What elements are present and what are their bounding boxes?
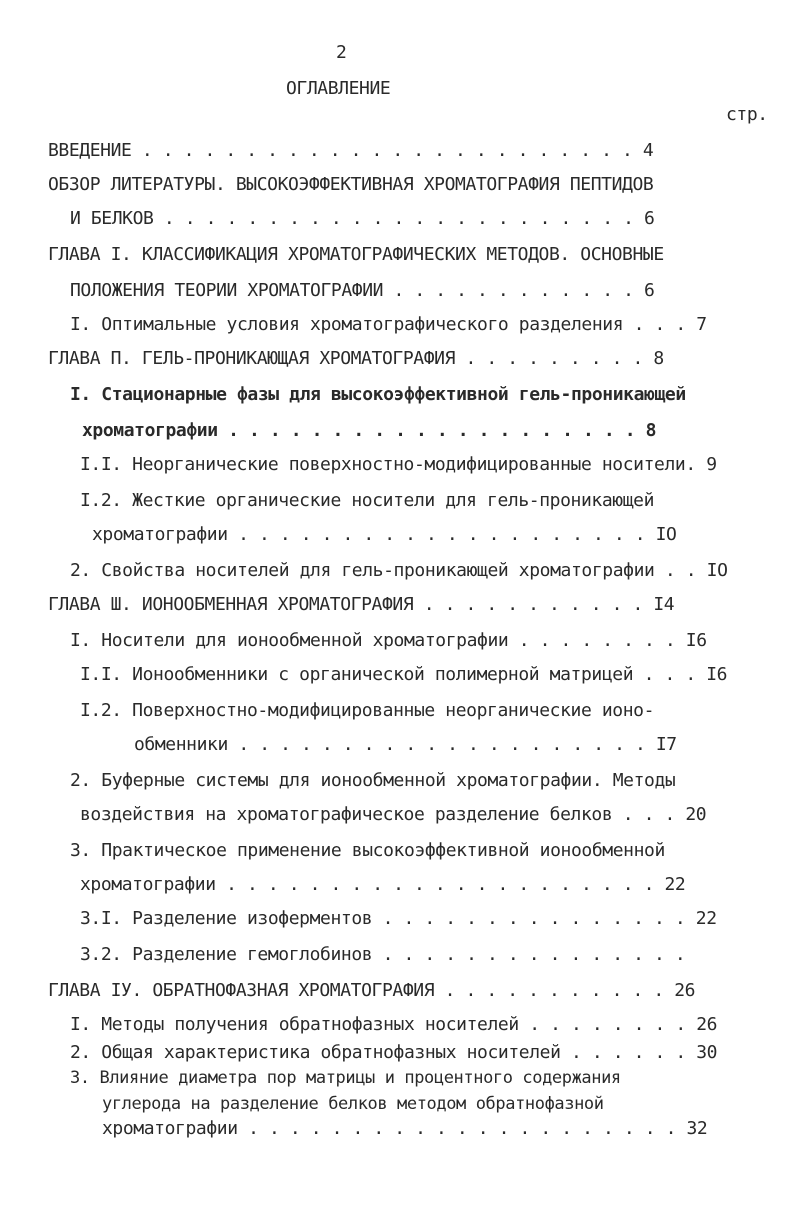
toc-entry: I. Методы получения обратнофазных носителей . . . . . . . . 26 xyxy=(70,1014,718,1035)
toc-entry: ВВЕДЕНИЕ . . . . . . . . . . . . . . . . . . . . . . . . 4 xyxy=(48,140,654,161)
toc-entry: I.I. Ионообменники с органической полимерной матрицей . . . I6 xyxy=(80,664,728,685)
toc-entry: I.2. Поверхностно-модифицированные неорганические ионо- xyxy=(80,700,655,721)
toc-entry: ГЛАВА П. ГЕЛЬ-ПРОНИКАЮЩАЯ ХРОМАТОГРАФИЯ . . . . . . . . . 8 xyxy=(48,348,664,369)
toc-entry: хроматографии . . . . . . . . . . . . . . . . . . . . . 22 xyxy=(80,874,686,895)
toc-entry: ОБЗОР ЛИТЕРАТУРЫ. ВЫСОКОЭФФЕКТИВНАЯ ХРОМАТОГРАФИЯ ПЕПТИДОВ xyxy=(48,174,654,195)
toc-entry: 3.2. Разделение гемоглобинов . . . . . . . . . . . . . . . xyxy=(80,944,686,965)
toc-entry: ГЛАВА IУ. ОБРАТНОФАЗНАЯ ХРОМАТОГРАФИЯ . . . . . . . . . . . 26 xyxy=(48,980,696,1001)
toc-entry: хроматографии . . . . . . . . . . . . . . . . . . . . . 32 xyxy=(102,1118,708,1139)
toc-entry: хроматографии . . . . . . . . . . . . . . . . . . . . IO xyxy=(92,524,677,545)
toc-entry: воздействия на хроматографическое разделение белков . . . 20 xyxy=(80,804,707,825)
page-number: 2 xyxy=(336,42,347,63)
toc-entry: I.I. Неорганические поверхностно-модифицированные носители. 9 xyxy=(80,454,717,475)
toc-entry: 2. Свойства носителей для гель-проникающей хроматографии . . IO xyxy=(70,560,728,581)
toc-entry: 2. Общая характеристика обратнофазных носителей . . . . . . 30 xyxy=(70,1042,718,1063)
page-column-label: стр. xyxy=(726,104,768,125)
toc-entry: I. Оптимальные условия хроматографического разделения . . . 7 xyxy=(70,314,707,335)
toc-entry: обменники . . . . . . . . . . . . . . . . . . . . I7 xyxy=(134,734,677,755)
toc-entry: 3.I. Разделение изоферментов . . . . . . . . . . . . . . . 22 xyxy=(80,908,717,929)
toc-entry: 3. Практическое применение высокоэффективной ионообменной xyxy=(70,840,665,861)
toc-entry: хроматографии . . . . . . . . . . . . . . . . . . . . 8 xyxy=(82,420,657,441)
toc-entry: I. Носители для ионообменной хроматографии . . . . . . . . I6 xyxy=(70,630,707,651)
toc-entry: 3. Влияние диаметра пор матрицы и процентного содержания xyxy=(70,1068,621,1088)
toc-entry: углерода на разделение белков методом обратнофазной xyxy=(102,1094,604,1114)
toc-entry: И БЕЛКОВ . . . . . . . . . . . . . . . . . . . . . . . 6 xyxy=(70,208,655,229)
toc-entry: I. Стационарные фазы для высокоэффективной гель-проникающей xyxy=(70,384,686,405)
toc-entry: ГЛАВА I. КЛАССИФИКАЦИЯ ХРОМАТОГРАФИЧЕСКИХ МЕТОДОВ. ОСНОВНЫЕ xyxy=(48,244,664,265)
toc-entry: 2. Буферные системы для ионообменной хроматографии. Методы xyxy=(70,770,676,791)
toc-heading: ОГЛАВЛЕНИЕ xyxy=(286,78,391,99)
toc-entry: I.2. Жесткие органические носители для гель-проникающей xyxy=(80,490,655,511)
toc-entry: ПОЛОЖЕНИЯ ТЕОРИИ ХРОМАТОГРАФИИ . . . . . . . . . . . . 6 xyxy=(70,280,655,301)
toc-entry: ГЛАВА Ш. ИОНООБМЕННАЯ ХРОМАТОГРАФИЯ . . . . . . . . . . . I4 xyxy=(48,594,675,615)
